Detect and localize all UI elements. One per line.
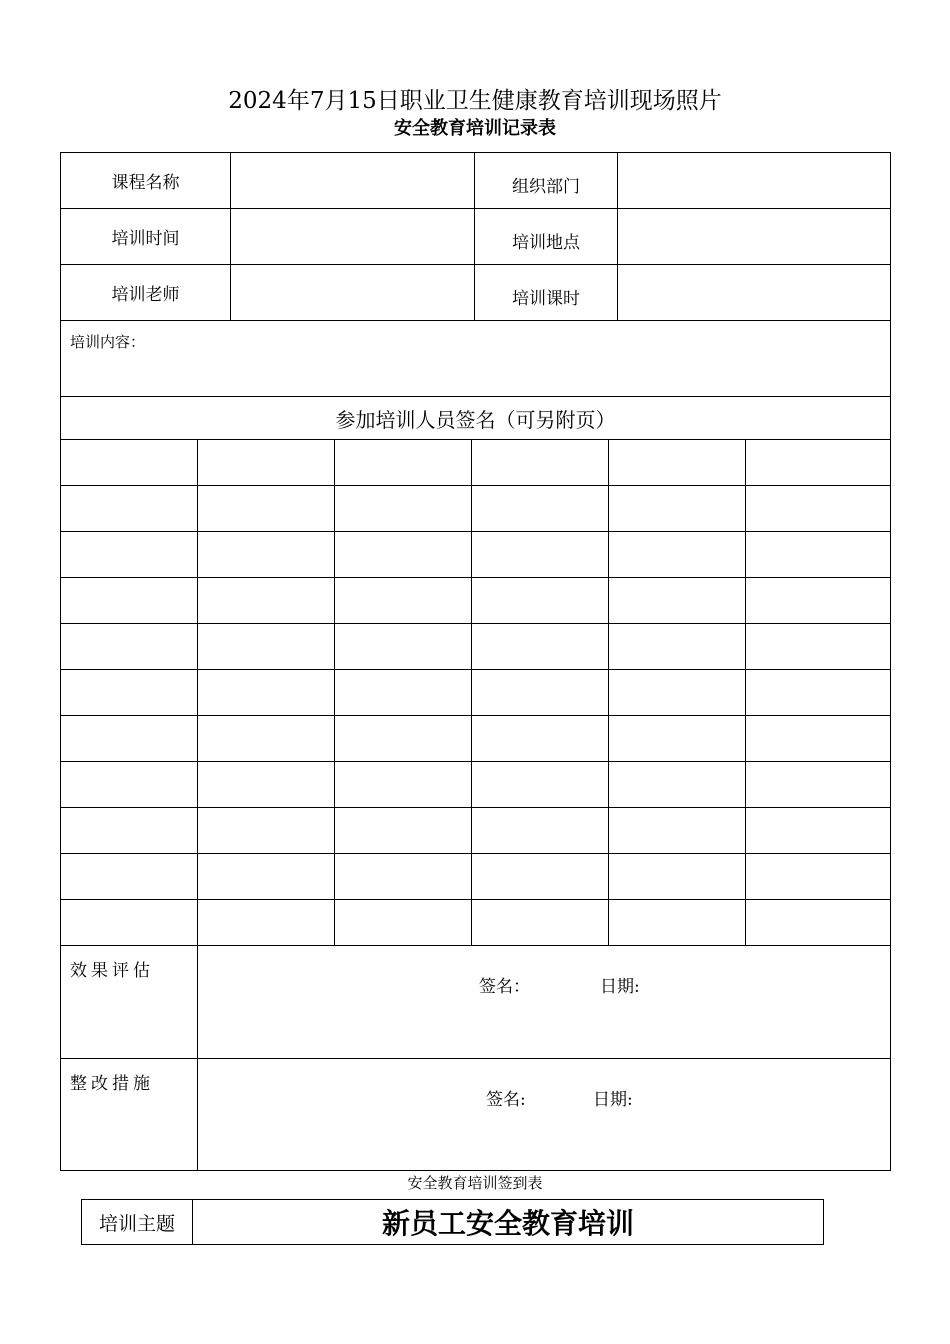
teacher-field[interactable] (231, 265, 475, 321)
training-time-field[interactable] (231, 209, 475, 265)
signature-cell[interactable] (472, 440, 609, 486)
signature-cell[interactable] (472, 486, 609, 532)
training-time-label: 培训时间 (61, 209, 231, 265)
signature-cell[interactable] (609, 854, 746, 900)
page-title: 2024年7月15日职业卫生健康教育培训现场照片 (228, 88, 722, 114)
signature-cell[interactable] (746, 854, 891, 900)
signature-row (61, 716, 891, 762)
signature-cell[interactable] (609, 762, 746, 808)
signature-cell[interactable] (335, 808, 472, 854)
signature-cell[interactable] (198, 440, 335, 486)
training-content-field[interactable] (61, 321, 891, 397)
signature-cell[interactable] (61, 670, 198, 716)
signature-cell[interactable] (335, 900, 472, 946)
form-subtitle: 安全教育培训记录表 (394, 118, 556, 139)
signature-cell[interactable] (198, 578, 335, 624)
signature-cell[interactable] (609, 716, 746, 762)
signature-cell[interactable] (609, 440, 746, 486)
signature-cell[interactable] (335, 670, 472, 716)
evaluation-sign-label: 签名： (479, 977, 530, 997)
training-content-label: 培训内容： (70, 333, 146, 351)
signature-cell[interactable] (61, 854, 198, 900)
signature-cell[interactable] (198, 716, 335, 762)
signature-cell[interactable] (198, 854, 335, 900)
signature-row (61, 670, 891, 716)
theme-value[interactable]: 新员工安全教育培训 (193, 1200, 824, 1245)
signature-cell[interactable] (472, 624, 609, 670)
signature-cell[interactable] (61, 440, 198, 486)
signature-cell[interactable] (609, 670, 746, 716)
signature-cell[interactable] (61, 624, 198, 670)
training-theme-table (81, 1199, 824, 1245)
signature-cell[interactable] (198, 532, 335, 578)
signature-cell[interactable] (335, 440, 472, 486)
rectification-row (61, 1059, 891, 1171)
signature-cell[interactable] (746, 532, 891, 578)
theme-row (82, 1200, 824, 1245)
signature-cell[interactable] (746, 624, 891, 670)
evaluation-field[interactable] (198, 946, 891, 1059)
signature-cell[interactable] (609, 900, 746, 946)
signature-row (61, 900, 891, 946)
course-name-label: 课程名称 (61, 153, 231, 209)
signature-cell[interactable] (472, 578, 609, 624)
signature-header-row (61, 397, 891, 440)
signature-cell[interactable] (746, 716, 891, 762)
signature-cell[interactable] (61, 578, 198, 624)
signature-cell[interactable] (61, 532, 198, 578)
signature-cell[interactable] (198, 624, 335, 670)
signature-cell[interactable] (746, 808, 891, 854)
info-row-course (61, 153, 891, 209)
signature-cell[interactable] (61, 808, 198, 854)
rectification-label: 整改措施 (61, 1059, 198, 1171)
training-record-table (60, 152, 891, 1171)
signature-cell[interactable] (472, 716, 609, 762)
signature-cell[interactable] (746, 762, 891, 808)
training-location-label: 培训地点 (475, 209, 618, 265)
signature-cell[interactable] (746, 670, 891, 716)
rectification-sign-label: 签名: (486, 1090, 526, 1110)
content-row (61, 321, 891, 397)
theme-label: 培训主题 (82, 1200, 193, 1245)
signature-cell[interactable] (61, 762, 198, 808)
info-row-teacher (61, 265, 891, 321)
signature-cell[interactable] (472, 854, 609, 900)
signature-cell[interactable] (472, 900, 609, 946)
evaluation-date-label: 日期: (600, 977, 640, 997)
evaluation-label: 效果评估 (61, 946, 198, 1059)
signature-cell[interactable] (609, 486, 746, 532)
signature-row (61, 532, 891, 578)
signature-cell[interactable] (198, 900, 335, 946)
signature-row (61, 440, 891, 486)
signature-cell[interactable] (472, 670, 609, 716)
signature-cell[interactable] (61, 716, 198, 762)
signature-cell[interactable] (335, 854, 472, 900)
evaluation-row (61, 946, 891, 1059)
training-location-field[interactable] (618, 209, 891, 265)
teacher-label: 培训老师 (61, 265, 231, 321)
training-hours-label: 培训课时 (475, 265, 618, 321)
signature-cell[interactable] (61, 486, 198, 532)
signature-cell[interactable] (198, 486, 335, 532)
signature-cell[interactable] (335, 716, 472, 762)
course-name-field[interactable] (231, 153, 475, 209)
department-label: 组织部门 (475, 153, 618, 209)
signature-cell[interactable] (335, 486, 472, 532)
signature-cell[interactable] (609, 532, 746, 578)
signature-row (61, 762, 891, 808)
info-row-time (61, 209, 891, 265)
signature-cell[interactable] (472, 762, 609, 808)
signature-cell[interactable] (472, 532, 609, 578)
signature-cell[interactable] (746, 578, 891, 624)
signature-cell[interactable] (335, 578, 472, 624)
signature-cell[interactable] (198, 670, 335, 716)
signature-row (61, 578, 891, 624)
department-field[interactable] (618, 153, 891, 209)
rectification-date-label: 日期: (593, 1090, 633, 1110)
signature-cell[interactable] (746, 900, 891, 946)
signature-row (61, 854, 891, 900)
signature-cell[interactable] (609, 808, 746, 854)
signature-cell[interactable] (198, 762, 335, 808)
signature-row (61, 624, 891, 670)
signature-cell[interactable] (335, 624, 472, 670)
signature-cell[interactable] (198, 808, 335, 854)
signature-cell[interactable] (61, 900, 198, 946)
signature-cell[interactable] (609, 624, 746, 670)
signature-header: 参加培训人员签名（可另附页） (61, 397, 891, 440)
signature-cell[interactable] (746, 486, 891, 532)
signature-cell[interactable] (472, 808, 609, 854)
signature-row (61, 808, 891, 854)
signature-cell[interactable] (335, 762, 472, 808)
signature-cell[interactable] (335, 532, 472, 578)
signature-cell[interactable] (746, 440, 891, 486)
training-hours-field[interactable] (618, 265, 891, 321)
rectification-field[interactable] (198, 1059, 891, 1171)
signature-cell[interactable] (609, 578, 746, 624)
signature-row (61, 486, 891, 532)
checkin-caption: 安全教育培训签到表 (407, 1174, 543, 1192)
